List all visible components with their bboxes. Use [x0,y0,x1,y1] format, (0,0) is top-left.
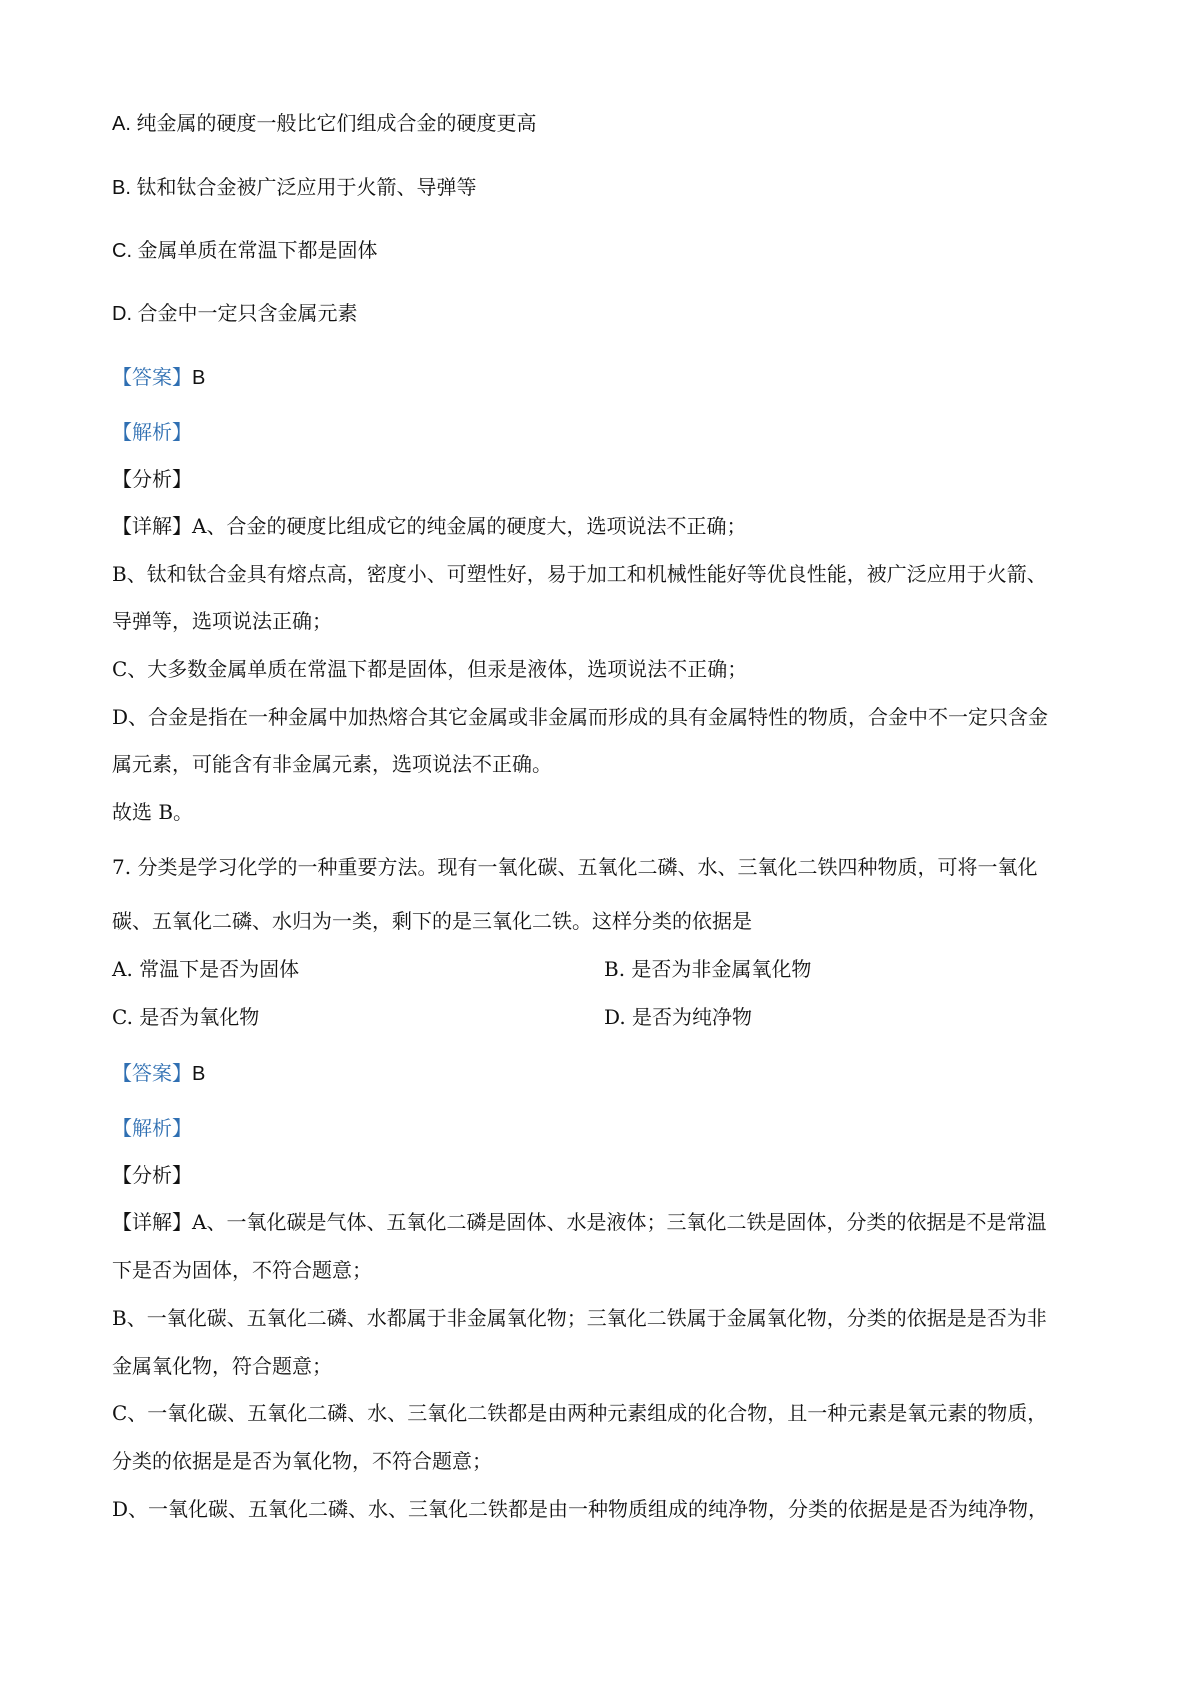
q6-fenxi-tag: 【分析】 [112,467,192,491]
q7-answer [112,1059,205,1088]
q6-detail-line: B、钛和钛合金具有熔点高，密度小、可塑性好，易于加工和机械性能好等优良性能，被广泛应用于火箭、 [112,562,1047,586]
q6-answer [112,363,205,392]
q7-stem-line: 碳、五氧化二磷、水归为一类，剩下的是三氧化二铁。这样分类的依据是 [112,909,752,933]
q6-option-d: D. 合金中一定只含金属元素 [112,303,358,325]
q7-jiexi-tag: 【解析】 [112,1116,192,1140]
answer-value: B [192,1063,206,1085]
q6-detail-line: 属元素，可能含有非金属元素，选项说法不正确。 [112,752,552,776]
q6-detail-line: D、合金是指在一种金属中加热熔合其它金属或非金属而形成的具有金属特性的物质，合金中不一定只含金 [112,705,1049,729]
q7-detail-line: D、一氧化碳、五氧化二磷、水、三氧化二铁都是由一种物质组成的纯净物，分类的依据是是否为纯净物， [112,1497,1049,1521]
q7-option-b: B. 是否为非金属氧化物 [604,957,812,981]
q6-detail-line: 故选 B。 [112,800,194,824]
q7-fenxi-tag: 【分析】 [112,1163,192,1187]
q6-detail-line: C、大多数金属单质在常温下都是固体，但汞是液体，选项说法不正确； [112,657,748,681]
q7-option-c: C. 是否为氧化物 [112,1005,260,1029]
q6-option-a: A. 纯金属的硬度一般比它们组成合金的硬度更高 [112,113,537,135]
q7-detail-line: 金属氧化物，符合题意； [112,1354,332,1378]
q7-detail-line: C、一氧化碳、五氧化二磷、水、三氧化二铁都是由两种元素组成的化合物，且一种元素是氧元素的物质， [112,1401,1048,1425]
q6-option-c: C. 金属单质在常温下都是固体 [112,240,378,262]
q7-detail-line: B、一氧化碳、五氧化二磷、水都属于非金属氧化物；三氧化二铁属于金属氧化物，分类的依据是是否为非 [112,1306,1047,1330]
q7-detail-line: 【详解】A、一氧化碳是气体、五氧化二磷是固体、水是液体；三氧化二铁是固体，分类的依据是不是常温 [112,1210,1047,1234]
q7-detail-line: 下是否为固体，不符合题意； [112,1258,372,1282]
answer-tag: 【答案】 [112,1061,192,1085]
q7-option-a: A. 常温下是否为固体 [112,957,300,981]
q6-detail-line: 导弹等，选项说法正确； [112,609,332,633]
q7-stem-line: 7. 分类是学习化学的一种重要方法。现有一氧化碳、五氧化二磷、水、三氧化二铁四种物质，可将一氧化 [112,855,1038,879]
answer-tag: 【答案】 [112,365,192,389]
answer-value: B [192,367,206,389]
q6-option-b: B. 钛和钛合金被广泛应用于火箭、导弹等 [112,177,477,199]
q6-jiexi-tag: 【解析】 [112,420,192,444]
q7-option-d: D. 是否为纯净物 [604,1005,753,1029]
q7-detail-line: 分类的依据是是否为氧化物，不符合题意； [112,1449,492,1473]
q6-detail-line: 【详解】A、合金的硬度比组成它的纯金属的硬度大，选项说法不正确； [112,514,747,538]
